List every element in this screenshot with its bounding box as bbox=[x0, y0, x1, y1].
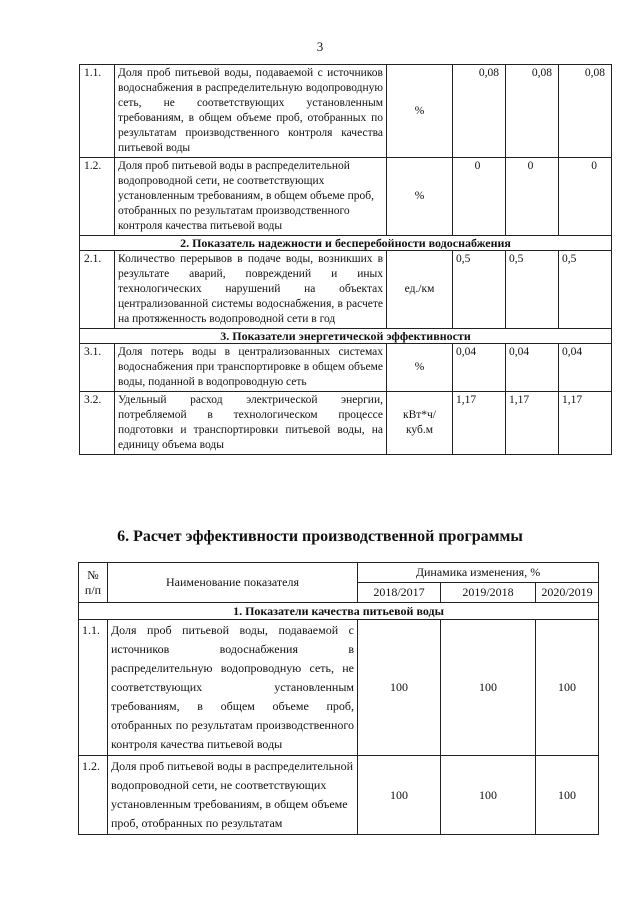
value-cell: 0,5 bbox=[506, 251, 559, 329]
table-row bbox=[80, 65, 612, 158]
row-number: 1.2. bbox=[80, 158, 115, 236]
section-header bbox=[79, 603, 599, 620]
value-cell: 100 bbox=[441, 756, 536, 835]
column-header-dynamics: Динамика изменения, % bbox=[358, 563, 599, 583]
value-cell: 0,04 bbox=[506, 344, 559, 392]
value-cell: 1,17 bbox=[453, 392, 506, 455]
value-cell: 100 bbox=[358, 756, 441, 835]
unit-cell: ед./км bbox=[387, 251, 453, 329]
section-title: 3. Показатели энергетической эффективности bbox=[80, 329, 612, 344]
column-header-number: № п/п bbox=[79, 563, 108, 603]
value-cell: 100 bbox=[536, 620, 599, 756]
value-cell: 0,5 bbox=[559, 251, 612, 329]
indicator-name: Удельный расход электрической энергии, потребляемой в технологическом процессе подготовки и транспортировки питьевой воды, на единицу объема воды bbox=[115, 392, 387, 455]
table-row bbox=[80, 158, 612, 236]
value-cell: 0,5 bbox=[453, 251, 506, 329]
table-header-row bbox=[79, 563, 599, 583]
table-row bbox=[79, 756, 599, 835]
row-number: 1.1. bbox=[79, 620, 108, 756]
indicator-name: Доля проб питьевой воды в распределительной водопроводной сети, не соответствующих установленным требованиям, в общем объеме проб, отобранных по результатам производственного контроля качества питьевой воды bbox=[115, 158, 387, 236]
value-cell: 0 bbox=[506, 158, 559, 236]
section-header bbox=[80, 236, 612, 251]
indicator-name: Доля проб питьевой воды в распределительной водопроводной сети, не соответствующих установленным требованиям, в общем объеме проб, отобранных по результатам bbox=[108, 756, 358, 835]
value-cell: 0,04 bbox=[559, 344, 612, 392]
unit-cell: % bbox=[387, 65, 453, 158]
page-number: 3 bbox=[316, 39, 324, 54]
indicator-name: Доля проб питьевой воды, подаваемой с источников водоснабжения в распределительную водопроводную сеть, не соответствующих установленным требованиям, в общем объеме проб, отобранных по результатам производственного контроля качества питьевой воды bbox=[115, 65, 387, 158]
value-cell: 1,17 bbox=[559, 392, 612, 455]
unit-cell: % bbox=[387, 344, 453, 392]
row-number: 2.1. bbox=[80, 251, 115, 329]
column-header-year: 2019/2018 bbox=[441, 583, 536, 603]
unit-cell: кВт*ч/ куб.м bbox=[387, 392, 453, 455]
column-header-name: Наименование показателя bbox=[108, 563, 358, 603]
indicator-name: Доля потерь воды в централизованных системах водоснабжения при транспортировке в общем объеме воды, поданной в водопроводную сеть bbox=[115, 344, 387, 392]
section-title: 2. Показатель надежности и бесперебойности водоснабжения bbox=[80, 236, 612, 251]
indicators-table bbox=[79, 64, 612, 455]
table-row bbox=[79, 620, 599, 756]
section-title: 1. Показатели качества питьевой воды bbox=[79, 603, 599, 620]
value-cell: 0 bbox=[453, 158, 506, 236]
row-number: 1.1. bbox=[80, 65, 115, 158]
value-cell: 0 bbox=[559, 158, 612, 236]
section-header bbox=[80, 329, 612, 344]
value-cell: 100 bbox=[358, 620, 441, 756]
value-cell: 100 bbox=[441, 620, 536, 756]
value-cell: 100 bbox=[536, 756, 599, 835]
value-cell: 0,08 bbox=[559, 65, 612, 158]
table-row bbox=[80, 251, 612, 329]
efficiency-table bbox=[78, 562, 599, 835]
column-header-year: 2020/2019 bbox=[536, 583, 599, 603]
unit-cell: % bbox=[387, 158, 453, 236]
section-heading: 6. Расчет эффективности производственной программы bbox=[117, 528, 523, 545]
row-number: 3.2. bbox=[80, 392, 115, 455]
table-row bbox=[80, 392, 612, 455]
value-cell: 0,08 bbox=[453, 65, 506, 158]
column-header-year: 2018/2017 bbox=[358, 583, 441, 603]
row-number: 3.1. bbox=[80, 344, 115, 392]
value-cell: 1,17 bbox=[506, 392, 559, 455]
indicator-name: Количество перерывов в подаче воды, возникших в результате аварий, повреждений и иных технологических нарушений на объектах централизованной системы водоснабжения, в расчете на протяженность водопроводной сети в год bbox=[115, 251, 387, 329]
value-cell: 0,04 bbox=[453, 344, 506, 392]
value-cell: 0,08 bbox=[506, 65, 559, 158]
indicator-name: Доля проб питьевой воды, подаваемой с источников водоснабжения в распределительную водопроводную сеть, не соответствующих установленным требованиям, в общем объеме проб, отобранных по результатам производственного контроля качества питьевой воды bbox=[108, 620, 358, 756]
row-number: 1.2. bbox=[79, 756, 108, 835]
table-row bbox=[80, 344, 612, 392]
